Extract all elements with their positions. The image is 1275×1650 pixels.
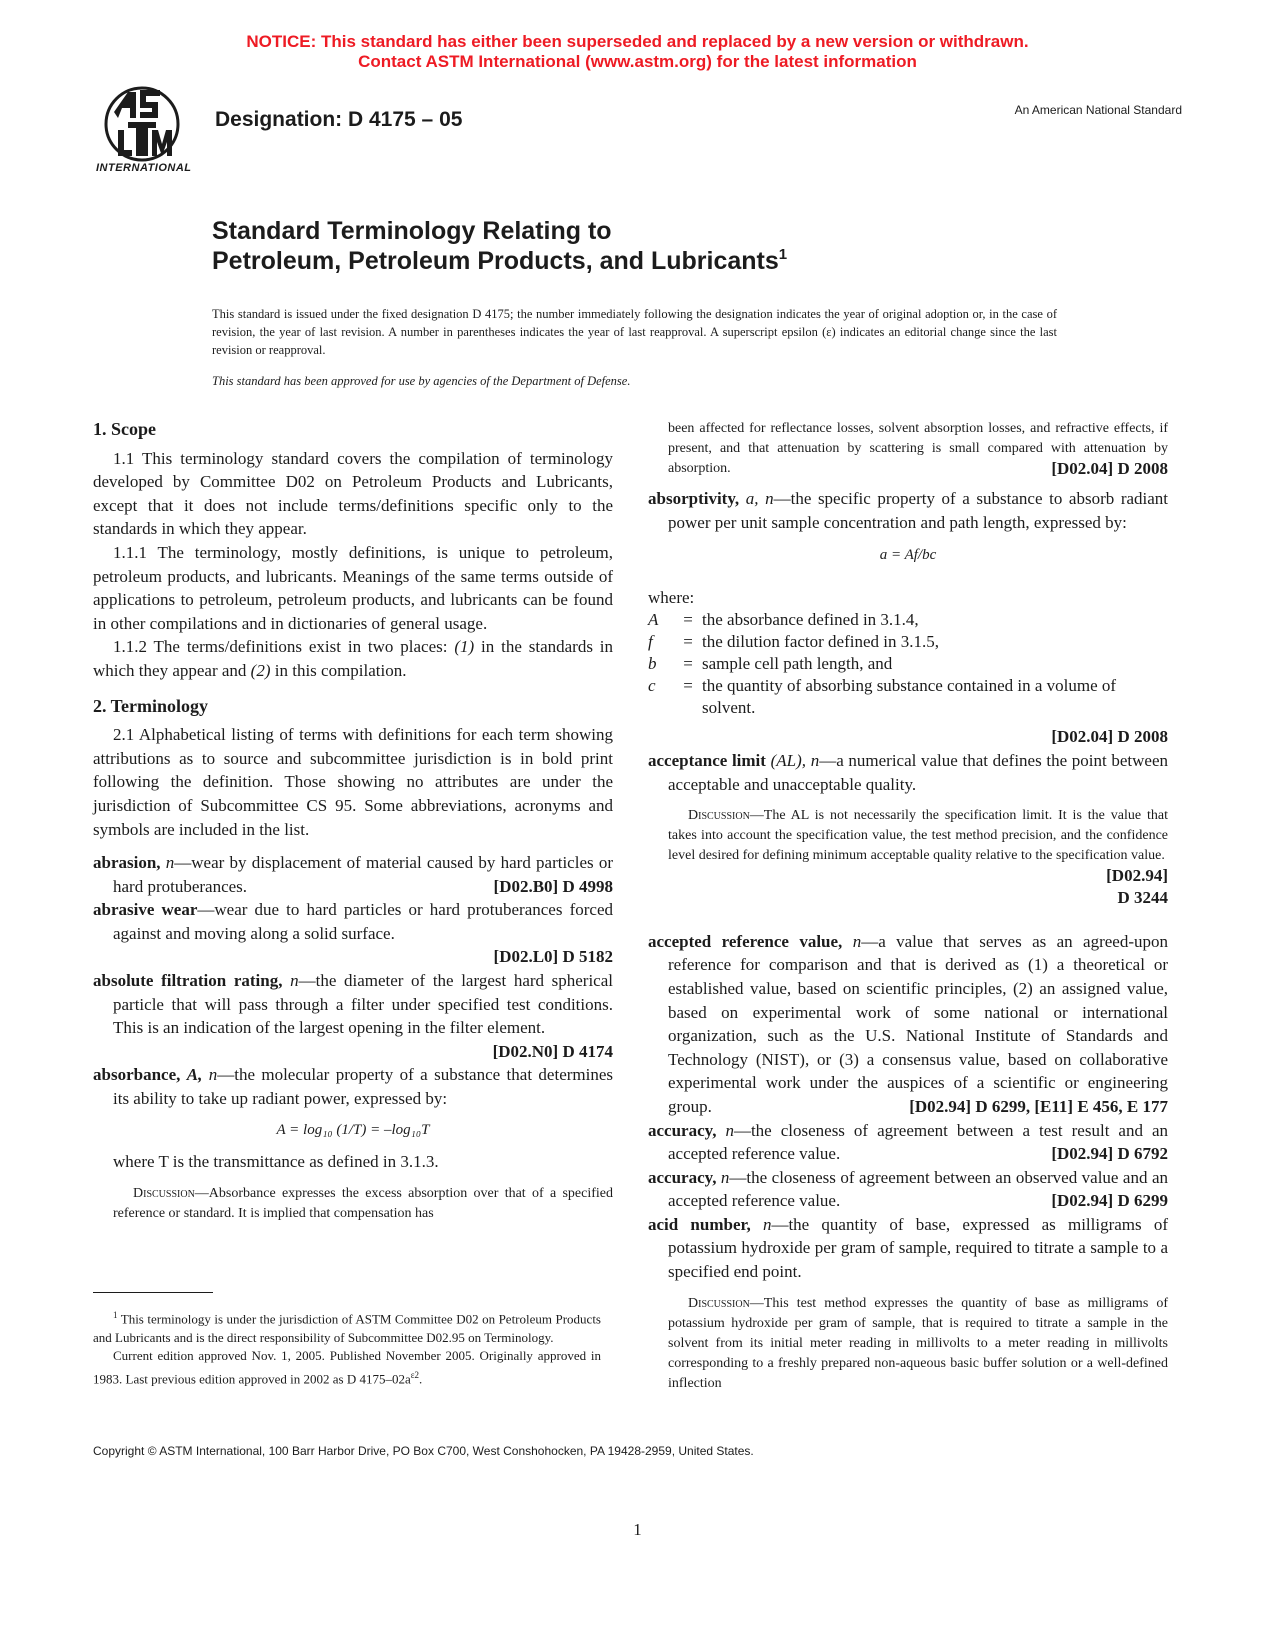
term-pos: n	[290, 971, 299, 991]
variable-row	[648, 675, 1168, 719]
absorbance-where: where T is the transmittance as defined in 3.1.3.	[113, 1152, 439, 1172]
term-name: absorptivity,	[648, 489, 740, 508]
term-pos: n	[165, 853, 175, 873]
discussion-text: —This test method expresses the quantity of base as milligrams of potassium hydroxide per gram of sample, that is required to titrate a sample in the solvent from its initial meter reading in millivolts to a meter reading in millivolts corresponding to a freshly prepared non-aqueous basic buffer solution or a well-defined inflection	[668, 1295, 1168, 1391]
footnote-1	[93, 1306, 601, 1347]
term-attribution: [D02.B0] D 4998	[493, 876, 613, 896]
notice-line-1: NOTICE: This standard has either been superseded and replaced by a new version or withdrawn.	[246, 32, 1029, 51]
variable-equals: =	[683, 654, 693, 674]
term-definition: —the specific property of a substance to absorb radiant power per unit sample concentration and path length, expressed by:	[668, 489, 1169, 532]
left-column	[93, 418, 613, 1230]
term-acceptance-limit	[648, 749, 1168, 796]
term-pos: n	[852, 931, 862, 951]
scope-para-3-num-1: (1)	[454, 637, 475, 657]
term-attribution: [D02.94] D 6792	[1051, 1144, 1168, 1164]
variable-symbol: c	[648, 676, 656, 696]
footnote-mark: 1	[113, 1310, 118, 1320]
term-attribution: [D02.04] D 2008	[1051, 459, 1168, 478]
designation: Designation: D 4175 – 05	[215, 108, 463, 131]
term-name: absorbance,	[93, 1065, 181, 1085]
term-name: absolute filtration rating,	[93, 971, 283, 991]
term-absorbance	[93, 1063, 613, 1110]
footnote-2-end: .	[419, 1371, 423, 1387]
notice-line-2: Contact ASTM International (www.astm.org) for the latest information	[358, 52, 917, 71]
footnote-2-sup: ε2	[410, 1369, 420, 1380]
footnote-divider	[93, 1292, 213, 1293]
absorptivity-variables	[648, 609, 1168, 719]
term-name: abrasion,	[93, 853, 161, 873]
term-pos: n	[762, 1214, 772, 1234]
term-pos: n	[725, 1120, 734, 1140]
title-footnote-mark: 1	[778, 246, 788, 263]
acid-number-discussion	[648, 1294, 1168, 1394]
absorbance-formula: A = log₁₀ (1/T) = –log₁₀T	[276, 1121, 430, 1138]
term-name: abrasive wear	[93, 900, 198, 920]
term-abrasion	[93, 851, 613, 898]
variable-symbol: b	[648, 654, 657, 674]
term-pos: n	[720, 1167, 730, 1187]
term-name: acceptance limit	[648, 750, 766, 770]
absorptivity-where-label: where:	[648, 587, 695, 607]
term-definition: —a numerical value that defines the point between acceptable and unacceptable quality.	[668, 750, 1169, 794]
scope-para-2: 1.1.1 The terminology, mostly definitions, is unique to petroleum, petroleum products, and lubricants. Meanings of the same terms outside of applications to petroleum, petroleum products, and lubricants can be found in other compilations and in dictionaries of general usage.	[93, 542, 613, 633]
absorbance-discussion	[93, 1184, 613, 1224]
variable-symbol: A	[648, 610, 659, 630]
term-pos: n	[208, 1065, 218, 1085]
term-symbol: (AL),	[770, 750, 807, 770]
term-attribution-continued: D 3244	[1117, 888, 1168, 908]
term-attribution: [D02.94] D 6299	[1051, 1191, 1168, 1211]
term-accepted-reference-value	[648, 930, 1168, 1119]
term-attribution: [D02.N0] D 4174	[492, 1041, 613, 1061]
term-attribution: [D02.L0] D 5182	[493, 947, 613, 967]
term-attribution: [D02.94]	[1106, 866, 1168, 886]
term-definition: —the molecular property of a substance that determines its ability to take up radiant power, expressed by:	[113, 1065, 614, 1109]
discussion-label: Discussion	[688, 808, 750, 824]
variable-text: the absorbance defined in 3.1.4,	[702, 610, 919, 630]
variable-text: the dilution factor defined in 3.1.5,	[702, 632, 939, 652]
term-symbol: a,	[745, 489, 759, 508]
terminology-para-1: 2.1 Alphabetical listing of terms with definitions for each term showing attributions as to source and subcommittee jurisdiction is in bold print following the definition. Those showing no attributes are under the jurisdiction of Subcommittee CS 95. Some abbreviations, acronyms and symbols are included in the list.	[93, 725, 613, 839]
right-column	[648, 419, 1168, 1400]
variable-equals: =	[683, 610, 693, 630]
footnote-1-text: This terminology is under the jurisdiction of ASTM Committee D02 on Petroleum Products and Lubricants and is the direct responsibility of Subcommittee D02.95 on Terminology.	[93, 1311, 601, 1345]
discussion-label: Discussion	[133, 1185, 195, 1201]
term-definition: —the quantity of base, expressed as milligrams of potassium hydroxide per gram of sample, required to titrate a sample to a specified end point.	[668, 1214, 1169, 1282]
footnote-2-text: Current edition approved Nov. 1, 2005. Published November 2005. Originally approved in 1983. Last previous edition approved in 2002 as D 4175–02a	[93, 1348, 601, 1387]
scope-para-3-text-a: 1.1.2 The terms/definitions exist in two places:	[113, 637, 455, 657]
footnote-2	[93, 1347, 601, 1388]
variable-text: the quantity of absorbing substance contained in a volume of solvent.	[702, 676, 1117, 718]
term-definition: —the closeness of agreement between an observed value and an accepted reference value.	[668, 1167, 1168, 1211]
variable-row	[648, 653, 1168, 675]
variable-symbol: f	[648, 632, 653, 652]
discussion-label: Discussion	[688, 1295, 750, 1311]
withdrawal-notice	[0, 32, 1275, 72]
dod-approval-note: This standard has been approved for use by agencies of the Department of Defense.	[212, 374, 631, 388]
footnotes	[93, 1306, 601, 1389]
terminology-heading: 2. Terminology	[93, 695, 209, 716]
absorbance-discussion-continued	[648, 419, 1168, 479]
acceptance-limit-discussion	[648, 806, 1168, 886]
title-line-2: Petroleum, Petroleum Products, and Lubricants	[212, 247, 779, 275]
term-name: acid number,	[648, 1214, 751, 1234]
variable-equals: =	[683, 632, 693, 652]
term-accuracy-1	[648, 1119, 1168, 1166]
scope-para-1: 1.1 This terminology standard covers the compilation of terminology developed by Committee D02 on Petroleum Products and Lubricants, except that it does not include terms/definitions specific only to the standards in which they appear.	[93, 448, 613, 539]
term-accuracy-2	[648, 1166, 1168, 1213]
title-line-1: Standard Terminology Relating to	[212, 217, 612, 245]
variable-row	[648, 631, 1168, 653]
term-definition: —wear due to hard particles or hard protuberances forced against and moving along a solid surface.	[113, 900, 613, 943]
term-name: accuracy,	[648, 1120, 717, 1140]
term-definition: —a value that serves as an agreed-upon reference for comparison and that is derived as (1) a theoretical or established value, based on scientific principles, (2) an assigned value, based on experimental work of some national or international organization, such as the U.S. National Institute of Standards and Technology (NIST), or (3) a consensus value, based on collaborative experimental work under the auspices of a scientific or engineering group.	[668, 931, 1169, 1116]
variable-text: sample cell path length, and	[702, 654, 893, 674]
discussion-text: —Absorbance expresses the excess absorption over that of a specified reference or standard. It is implied that compensation has	[113, 1185, 613, 1221]
discussion-text: —The AL is not necessarily the specification limit. It is the value that takes into account the specification value, the test method precision, and the confidence level desired for defining minimum acceptable quality relative to the specification value.	[668, 808, 1168, 864]
national-standard-label: An American National Standard	[1014, 103, 1182, 117]
term-pos: n	[810, 750, 820, 770]
term-name: accepted reference value,	[648, 931, 843, 951]
term-definition: —the closeness of agreement between a test result and an accepted reference value.	[668, 1120, 1168, 1164]
term-pos: n	[765, 489, 774, 508]
term-attribution: [D02.04] D 2008	[1051, 727, 1168, 747]
variable-equals: =	[683, 676, 693, 696]
copyright-line: Copyright © ASTM International, 100 Barr Harbor Drive, PO Box C700, West Conshohocken, PA 19428-2959, United States.	[93, 1444, 754, 1458]
scope-para-3-text-c: in the standards in which they appear and	[93, 637, 614, 680]
discussion-text: been affected for reflectance losses, solvent absorption losses, and refractive effects, if present, and that attenuation by scattering is small compared with attenuation by absorption.	[668, 421, 1168, 476]
term-absorptivity	[648, 487, 1168, 534]
issue-note: This standard is issued under the fixed designation D 4175; the number immediately following the designation indicates the year of original adoption or, in the case of revision, the year of last revision. A number in parentheses indicates the year of last reapproval. A superscript epsilon (ε) indicates an editorial change since the last revision or reapproval.	[212, 307, 1057, 357]
astm-logo	[90, 84, 202, 180]
term-acid-number	[648, 1213, 1168, 1284]
scope-heading: 1. Scope	[93, 419, 156, 439]
scope-para-3-text-e: in this compilation.	[270, 660, 407, 680]
page-number: 1	[633, 1520, 642, 1539]
term-attribution: [D02.94] D 6299, [E11] E 456, E 177	[909, 1096, 1168, 1116]
term-definition: —the diameter of the largest hard spherical particle that will pass through a filter under specified test conditions. This is an indication of the largest opening in the filter element.	[113, 971, 613, 1038]
variable-row	[648, 609, 1168, 631]
scope-para-3-num-2: (2)	[250, 660, 271, 680]
term-definition: —wear by displacement of material caused by hard particles or hard protuberances.	[113, 853, 613, 896]
logo-international-text: INTERNATIONAL	[96, 162, 192, 174]
absorptivity-formula: a = Af/bc	[879, 547, 937, 564]
term-name: accuracy,	[648, 1167, 717, 1187]
term-abrasive-wear	[93, 898, 613, 945]
scope-para-3	[93, 635, 613, 682]
term-absolute-filtration-rating	[93, 969, 613, 1061]
term-symbol: A,	[186, 1065, 203, 1085]
page-title	[212, 216, 787, 276]
